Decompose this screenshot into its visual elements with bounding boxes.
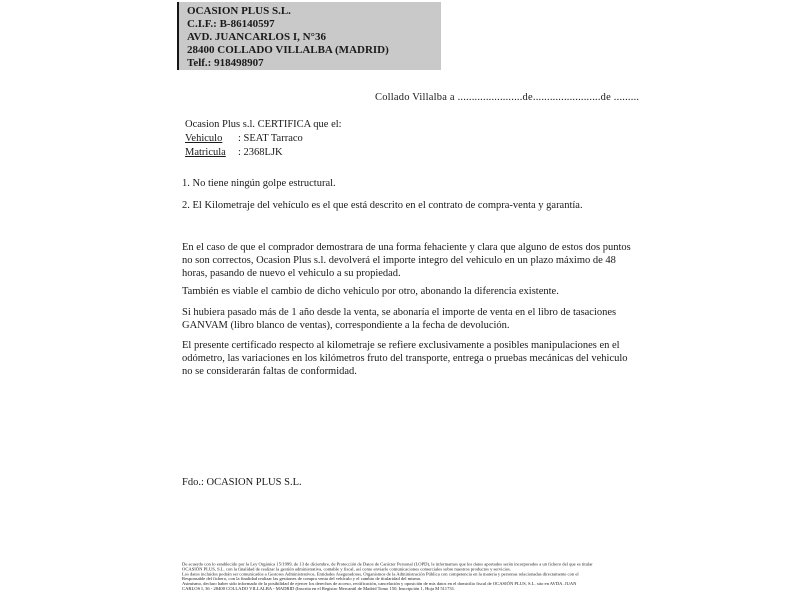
vehicle-value: : SEAT Tarraco (238, 133, 303, 144)
legal-footer-line: De acuerdo con lo establecido por la Ley Orgánica 15/1999, de 13 de diciembre, de Protección de Datos de Carácter Personal (LOPD), le informamos que los datos aportados serán incorporados a un fichero del que es titular (182, 561, 593, 567)
paragraph-refund: En el caso de que el comprador demostrara de una forma fehaciente y clara que alguno de estos dos puntos no son correctos, Ocasion Plus s.l. devolverá el importe integro del vehiculo en un plazo máximo de 48 horas, pasando de nuevo el vehiculo a su propiedad. (182, 242, 631, 279)
clause-2: 2. El Kilometraje del vehículo es el que está descrito en el contrato de compra-venta y garantía. (182, 200, 583, 211)
company-header-box (177, 2, 441, 70)
paragraph-exchange: También es viable el cambio de dicho vehiculo por otro, abonando la diferencia existente. (182, 286, 559, 297)
legal-footer-line: Asimismo, declaro haber sido informado de la posibilidad de ejercer los derechos de acceso, rectificación, cancelación y oposición de mis datos en el domicilio fiscal de OCASIÓN PLUS, S.L. sito en AVDA. JUAN (182, 581, 577, 587)
legal-footer-line: OCASIÓN PLUS, S.L. con la finalidad de realizar la gestión administrativa, contable y fiscal, así como enviarle comunicaciones comerciales sobre nuestros productos y servicios. (182, 566, 511, 572)
certify-intro: Ocasion Plus s.l. CERTIFICA que el: (185, 119, 342, 130)
plate-label: Matricula (185, 147, 226, 158)
clause-1: 1. No tiene ningún golpe estructural. (182, 178, 336, 189)
vehicle-row (185, 132, 342, 146)
paragraph-ganvam: Si hubiera pasado más de 1 año desde la venta, se abonaría el importe de venta en el libro de tasaciones GANVAM (libro blanco de ventas), correspondiente a la fecha de devolución. (182, 307, 617, 331)
paragraph-odometer: El presente certificado respecto al kilometraje se refiere exclusivamente a posibles manipulaciones en el odómetro, las variaciones en los kilómetros fruto del transporte, entrega o pruebas mecánicas del vehiculo no se considerarán faltas de conformidad. (182, 340, 628, 377)
date-line: Collado Villalba a .......................de........................de ......... (375, 92, 640, 103)
legal-footer-line: CARLOS I, 36 - 28400 COLLADO VILLALBA - MADRID (Inscrita en el Registro Mercantil de Madrid Tomo 150, Inscripción 1, Hoja M 511731. (182, 585, 456, 591)
company-name: OCASION PLUS S.L. (187, 5, 291, 17)
legal-footer-line: Los datos incluidos podrán ser comunicados a Gestores Administrativos, Entidades Aseguradoras, Organismos de la Administración Pública con competencia en la materia y personas relacionadas directamente con el (182, 571, 579, 577)
legal-footer-line: Responsable del fichero, con la finalidad realizar las gestiones de compra venta del vehículo y el cambio de titularidad del mismo. (182, 576, 422, 582)
plate-row (185, 146, 342, 160)
company-city: 28400 COLLADO VILLALBA (MADRID) (187, 44, 389, 56)
signature-line: Fdo.: OCASION PLUS S.L. (182, 477, 302, 488)
plate-value: : 2368LJK (238, 147, 283, 158)
certification-block (185, 118, 342, 160)
company-phone: Telf.: 918498907 (187, 57, 264, 69)
vehicle-label: Vehiculo (185, 133, 223, 144)
company-cif: C.I.F.: B-86140597 (187, 18, 275, 30)
legal-footer (182, 562, 622, 591)
company-address: AVD. JUANCARLOS I, N°36 (187, 31, 326, 43)
